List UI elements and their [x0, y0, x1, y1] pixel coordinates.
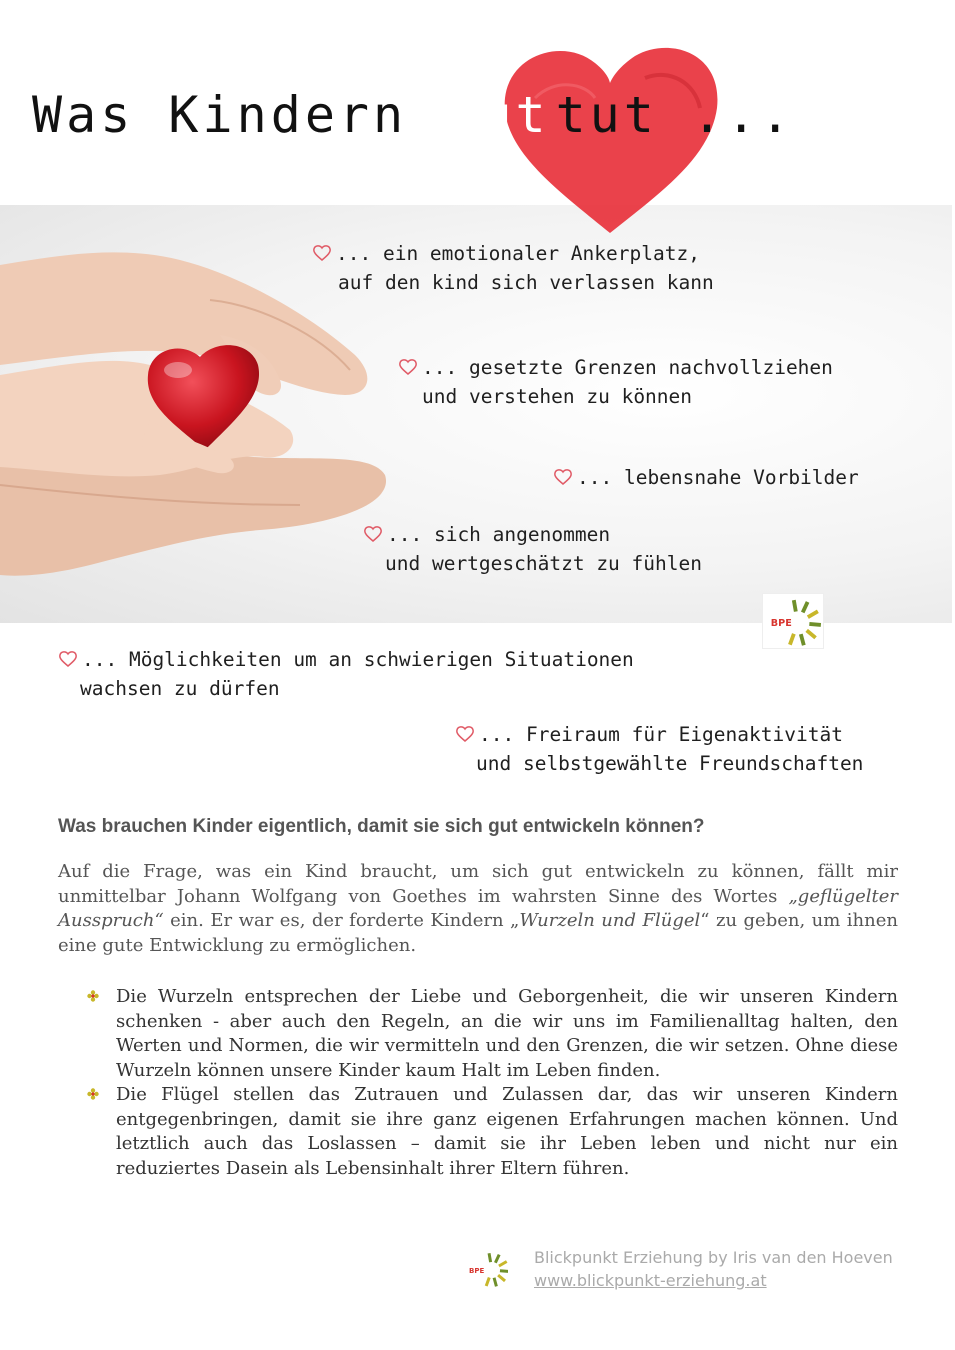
- bpe-logo: [762, 593, 824, 649]
- intro-part-1: Auf die Frage, was ein Kind braucht, um sich gut entwickeln zu können, fällt mir unmittelbar Johann Wolfgang von Goethes im wahrsten Sinne des Wortes: [58, 861, 898, 907]
- banner-item-3-line1: ... lebensnahe Vorbilder: [577, 466, 859, 489]
- banner-item-4-line1: ... sich angenommen: [387, 523, 611, 546]
- banner-item-5: [58, 645, 634, 703]
- banner-item-1-line2: auf den kind sich verlassen kann: [338, 271, 714, 294]
- heart-outline-icon: [363, 525, 383, 543]
- section-heading: Was brauchen Kinder eigentlich, damit sie sich gut entwickeln können?: [58, 816, 705, 837]
- banner-item-4: [363, 520, 702, 578]
- heart-outline-icon: [58, 650, 78, 668]
- heart-outline-icon: [553, 468, 573, 486]
- footer-logo-text: BPE: [469, 1267, 485, 1275]
- banner-item-6-line2: und selbstgewählte Freundschaften: [476, 752, 864, 775]
- intro-quote-2: Wurzeln und Flügel: [519, 910, 701, 931]
- footer-bpe-logo-icon: [468, 1250, 508, 1290]
- list-item-text: Die Flügel stellen das Zutrauen und Zulassen dar, das wir unseren Kindern entgegenbringen, damit sie ihre ganz eigenen Erfahrungen machen können. Und letztlich auch das Loslassen – damit sie ihr Leben leben und nicht nur ein reduziertes Dasein als Lebensinhalt ihrer Eltern führen.: [116, 1084, 898, 1179]
- photo-banner: [0, 205, 952, 623]
- banner-item-6-line1: ... Freiraum für Eigenaktivität: [479, 723, 843, 746]
- wurzeln-fluegel-list: [82, 985, 898, 1181]
- banner-item-2-line1: ... gesetzte Grenzen nachvollziehen: [422, 356, 833, 379]
- banner-item-5-line1: ... Möglichkeiten um an schwierigen Situationen: [82, 648, 634, 671]
- title-area: [0, 0, 955, 205]
- intro-part-3: “ zu geben, um ihnen eine gute Entwicklung zu ermöglichen.: [58, 910, 898, 956]
- banner-item-3: [553, 463, 859, 492]
- list-item-text: Die Wurzeln entsprechen der Liebe und Geborgenheit, die wir unseren Kindern schenken - aber auch den Regeln, an die wir uns im Familienalltag halten, den Werten und Normen, die wir vermitteln und den Grenzen, die wir setzen. Ohne diese Wurzeln können unsere Kinder kaum Halt im Leben finden.: [116, 986, 898, 1081]
- flower-bullet-icon: [86, 989, 100, 1003]
- intro-part-2: ein. Er war es, der forderte Kindern „: [163, 910, 520, 931]
- banner-item-1: [312, 239, 714, 297]
- heart-outline-icon: [455, 725, 475, 743]
- heart-outline-icon: [398, 358, 418, 376]
- banner-item-6: [455, 720, 863, 778]
- logo-text: BPE: [770, 617, 792, 629]
- website-link[interactable]: www.blickpunkt-erziehung.at: [534, 1271, 767, 1290]
- banner-item-2-line2: und verstehen zu können: [422, 385, 693, 408]
- list-item: [82, 985, 898, 1083]
- banner-item-4-line2: und wertgeschätzt zu fühlen: [385, 552, 702, 575]
- banner-item-5-line2: wachsen zu dürfen: [80, 677, 280, 700]
- intro-quote-1: „geflügelter Ausspruch“: [58, 885, 898, 931]
- banner-item-2: [398, 353, 833, 411]
- footer: [534, 1246, 893, 1292]
- title-suffix: tut ...: [555, 86, 795, 144]
- title-highlight: gut: [447, 86, 550, 144]
- flower-bullet-icon: [86, 1087, 100, 1101]
- page-title: [32, 86, 794, 144]
- bpe-logo-icon: [763, 594, 823, 648]
- heart-outline-icon: [312, 244, 332, 262]
- banner-item-1-line1: ... ein emotionaler Ankerplatz,: [336, 242, 700, 265]
- footer-credit: Blickpunkt Erziehung by Iris van den Hoeven: [534, 1248, 893, 1267]
- intro-paragraph: [58, 860, 898, 958]
- list-item: [82, 1083, 898, 1181]
- title-prefix: Was Kindern: [32, 86, 408, 144]
